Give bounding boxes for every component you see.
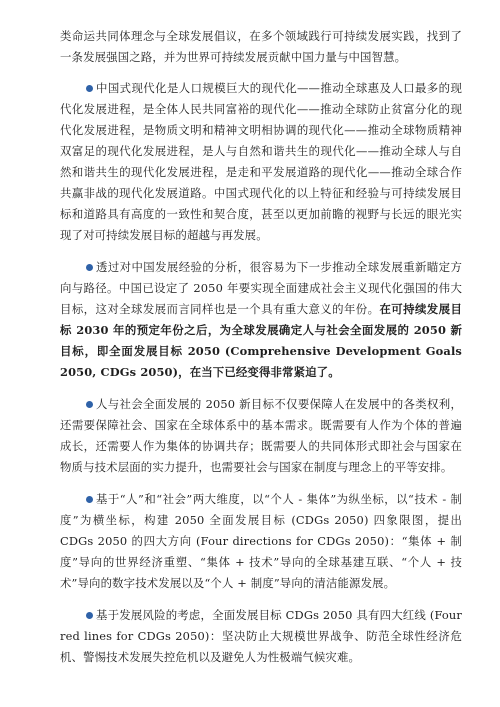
intro-paragraph: 类命运共同体理念与全球发展倡议，在多个领域践行可持续发展实践，找到了一条发展强国之路，并为世界可持续发展贡献中国力量与中国智慧。 [60, 29, 462, 64]
paragraph-modernization: 中国式现代化是人口规模巨大的现代化——推动全球惠及人口最多的现代化发展进程，是全体人民共同富裕的现代化——推动全球防止贫富分化的现代化发展进程，是物质文明和精神文明相协调的现代化——推动全球物质精神双富足的现代化发展进程，是人与自然和谐共生的现代化——推动全球人与自然和谐共生的现代化发展进程，是走和平发展道路的现代化——推动全球合作共赢非战的现代化发展道路。中国式现代化的以上特征和经验与可持续发展目标和道路具有高度的一致性和契合度，甚至以更加前瞻的视野与长远的眼光实现了对可持续发展目标的超越与再发展。 [60, 81, 462, 242]
paragraph-red-lines: 基于发展风险的考虑，全面发展目标 CDGs 2050 具有四大红线 (Four red lines for CDGs 2050)：坚决防止大规模世界战争、防范全球性经济危机、警惕技术发展失控危机以及避免人为性极端气候灾难。 [60, 608, 462, 664]
paragraph-direction-text: 透过对中国发展经验的分析，很容易为下一步推动全球发展重新瞄定方向与路径。中国已设定了 2050 年要实现全面建成社会主义现代化强国的伟大目标，这对全球发展而言同样也是一个具有重大意义的年份。 [60, 260, 462, 316]
bullet-icon [86, 264, 93, 271]
list-item-goals [60, 394, 462, 478]
list-item-modernization [60, 78, 462, 246]
paragraph-four-directions: 基于“人”和“社会”两大维度，以“个人 - 集体”为纵坐标，以“技术 - 制度”为横坐标，构建 2050 全面发展目标 (CDGs 2050) 四象限图，提出 CDGs 2050 的四大方向 (Four directions for CDGs 2050)：“集体 + 制度”导向的世界经济重塑、“集体 + 技术”导向的全球基建互联、“个人 + 技术”导向的数字技术发展以及“个人 + 制度”导向的清洁能源发展。 [60, 492, 462, 590]
paragraph-direction-emphasis: 在可持续发展目标 2030 年的预定年份之后，为全球发展确定人与社会全面发展的 2050 新目标，即全面发展目标 2050 (Comprehensive Development Goals 2050, CDGs 2050)，在当下已经变得非常紧迫了。 [60, 302, 462, 379]
paragraph-direction [60, 257, 462, 383]
list-item-direction [60, 257, 462, 383]
bullet-icon [86, 612, 93, 619]
list-item-red-lines [60, 605, 462, 668]
paragraph-goals: 人与社会全面发展的 2050 新目标不仅要保障人在发展中的各类权利，还需要保障社会、国家在全球体系中的基本需求。既需要有人作为个体的普遍成长，还需要人作为集体的协调共存；既需要人的共同体形式即社会与国家在物质与技术层面的实力提升，也需要社会与国家在制度与理念上的平等安排。 [60, 397, 462, 474]
bullet-icon [86, 401, 93, 408]
bullet-icon [86, 496, 93, 503]
list-item-four-directions [60, 489, 462, 594]
bullet-icon [86, 85, 93, 92]
